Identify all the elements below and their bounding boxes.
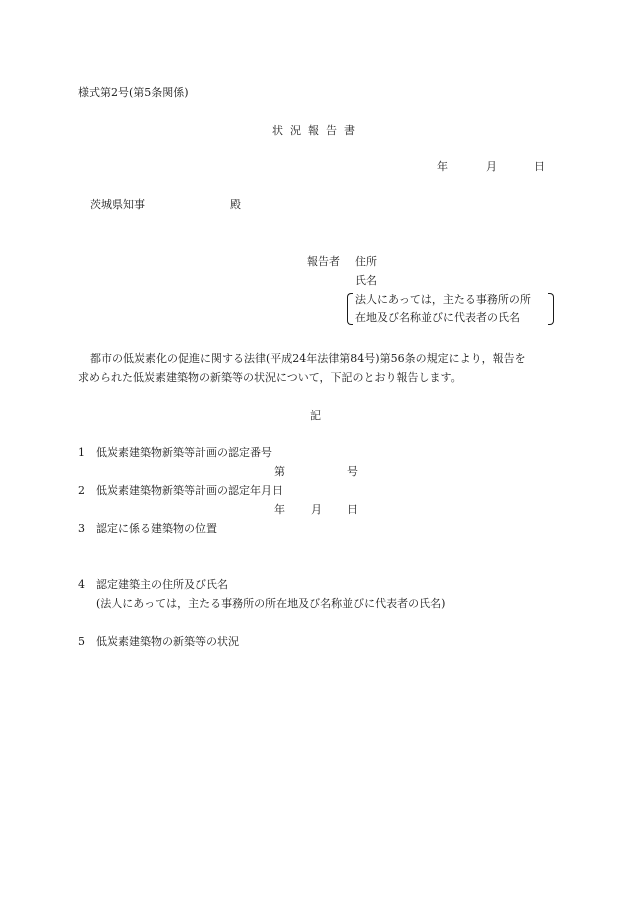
- date-year-label: 年: [437, 160, 448, 173]
- item-4-label: 認定建築主の住所及び氏名: [96, 578, 228, 591]
- item-4-note: (法人にあっては，主たる事務所の所在地及び名称並びに代表者の氏名): [96, 597, 446, 610]
- corporate-note-line1: 法人にあっては，主たる事務所の所: [355, 293, 531, 306]
- item-3-number: 3: [78, 522, 85, 535]
- corporate-note-line2: 在地及び名称並びに代表者の氏名: [355, 311, 520, 324]
- item-4-number: 4: [78, 578, 85, 591]
- body-paragraph-line2: 求められた低炭素建築物の新築等の状況について，下記のとおり報告します。: [78, 371, 462, 384]
- addressee: 茨城県知事: [90, 198, 145, 211]
- item-3-label: 認定に係る建築物の位置: [96, 522, 217, 535]
- item-1-go-label: 号: [347, 465, 358, 478]
- form-number-label: 様式第2号(第5条関係): [78, 86, 189, 99]
- body-paragraph-line1: 都市の低炭素化の促進に関する法律(平成24年法律第84号)第56条の規定により，報告を: [90, 352, 526, 365]
- reporter-address-label: 住所: [355, 255, 377, 268]
- item-2-day-label: 日: [347, 503, 358, 516]
- reporter-name-label: 氏名: [355, 274, 377, 287]
- item-1-dai-label: 第: [274, 465, 285, 478]
- left-bracket: [347, 293, 353, 325]
- item-2-year-label: 年: [274, 503, 285, 516]
- date-day-label: 日: [534, 160, 545, 173]
- item-1-label: 低炭素建築物新築等計画の認定番号: [96, 446, 272, 459]
- addressee-honorific: 殿: [230, 198, 241, 211]
- date-month-label: 月: [486, 160, 497, 173]
- item-2-label: 低炭素建築物新築等計画の認定年月日: [96, 484, 283, 497]
- reporter-label: 報告者: [307, 255, 340, 268]
- item-1-number: 1: [78, 446, 85, 459]
- document-title: 状況報告書: [272, 124, 362, 137]
- item-2-number: 2: [78, 484, 85, 497]
- right-bracket: [548, 293, 554, 325]
- ki-heading: 記: [310, 409, 321, 422]
- item-5-number: 5: [78, 635, 85, 648]
- item-2-month-label: 月: [311, 503, 322, 516]
- item-5-label: 低炭素建築物の新築等の状況: [96, 635, 239, 648]
